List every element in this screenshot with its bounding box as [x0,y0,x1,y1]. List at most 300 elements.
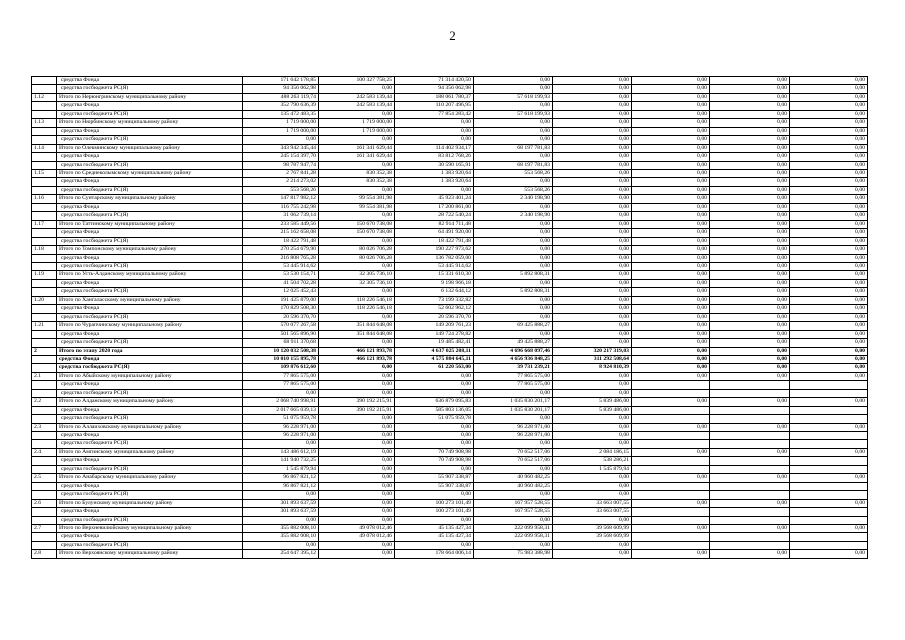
amount-cell: 150 670 738,08 [319,220,395,228]
amount-cell: 0,00 [632,288,710,296]
amount-cell: 5 839 486,00 [553,398,632,406]
row-index: 2.8 [32,550,57,558]
amount-cell: 136 782 059,00 [395,254,474,262]
amount-cell: 0,00 [632,262,710,270]
amount-cell: 0,00 [710,186,790,194]
amount-cell: 0,00 [632,161,710,169]
amount-cell: 355 882 008,10 [243,533,319,541]
row-index [32,364,57,372]
amount-cell: 99 554 381,98 [319,195,395,203]
amount-cell: 0,00 [319,491,395,499]
amount-cell: 0,00 [474,127,553,135]
amount-cell: 0,00 [474,136,553,144]
row-name: средства госбюджета РС(Я) [57,516,243,524]
amount-cell: 351 844 648,08 [319,330,395,338]
row-index [32,330,57,338]
amount-cell: 178 664 006,14 [395,550,474,558]
table-row [32,541,868,549]
amount-cell: 0,00 [474,465,553,473]
amount-cell: 33 663 007,55 [553,499,632,507]
amount-cell: 0,00 [319,465,395,473]
amount-cell: 1 035 830 201,17 [474,406,553,414]
amount-cell: 167 957 528,55 [474,508,553,516]
amount-cell: 80 026 706,28 [319,254,395,262]
amount-cell: 1 383 920,64 [395,169,474,177]
amount-cell: 53 530 154,71 [243,271,319,279]
row-index: 2.3 [32,423,57,431]
row-index [32,279,57,287]
table-row [32,313,868,321]
table-row [32,127,868,135]
amount-cell: 0,00 [395,465,474,473]
amount-cell: 0,00 [474,178,553,186]
amount-cell: 0,00 [632,186,710,194]
amount-cell: 0,00 [790,178,868,186]
table-row [32,516,868,524]
table-row [32,229,868,237]
amount-cell: 70 652 517,06 [474,448,553,456]
row-index [32,516,57,524]
amount-cell: 0,00 [710,153,790,161]
amount-cell [710,491,790,499]
table-row [32,465,868,473]
amount-cell: 245 154 397,70 [243,153,319,161]
row-name: Итого по этапу 2020 года [57,347,243,355]
amount-cell: 0,00 [553,85,632,93]
amount-cell: 0,00 [632,93,710,101]
amount-cell: 538 286,21 [553,457,632,465]
row-index [32,212,57,220]
amount-cell [710,533,790,541]
amount-cell: 2 767 841,28 [243,169,319,177]
amount-cell: 190 227 973,62 [395,246,474,254]
amount-cell: 0,00 [710,220,790,228]
amount-cell: 0,00 [553,296,632,304]
table-row [32,136,868,144]
row-name: средства госбюджета РС(Я) [57,262,243,270]
amount-cell: 0,00 [553,144,632,152]
amount-cell: 0,00 [553,119,632,127]
amount-cell: 0,00 [319,389,395,397]
amount-cell: 0,00 [710,448,790,456]
row-index [32,237,57,245]
amount-cell: 0,00 [632,254,710,262]
amount-cell: 69 425 888,27 [474,322,553,330]
amount-cell: 0,00 [790,169,868,177]
amount-cell: 0,00 [553,178,632,186]
amount-cell: 32 305 736,10 [319,271,395,279]
amount-cell: 0,00 [710,305,790,313]
amount-cell: 0,00 [632,203,710,211]
amount-cell: 0,00 [319,440,395,448]
amount-cell: 12 025 452,43 [243,288,319,296]
row-name: средства Фонда [57,229,243,237]
amount-cell: 0,00 [474,440,553,448]
amount-cell: 68 197 781,83 [474,144,553,152]
amount-cell: 149 209 761,23 [395,322,474,330]
row-name: средства Фонда [57,102,243,110]
amount-cell: 0,00 [632,119,710,127]
amount-cell: 0,00 [632,339,710,347]
amount-cell: 0,00 [710,229,790,237]
amount-cell [632,440,710,448]
row-name: Итого по Нюрбинскому муниципальному району [57,119,243,127]
table-row [32,381,868,389]
amount-cell: 0,00 [710,178,790,186]
amount-cell: 0,00 [319,212,395,220]
row-name: Итого по Верхоянскому муниципальному району [57,550,243,558]
table-row [32,178,868,186]
amount-cell: 0,00 [319,288,395,296]
amount-cell: 0,00 [790,229,868,237]
amount-cell: 0,00 [790,203,868,211]
amount-cell: 0,00 [632,296,710,304]
amount-cell: 0,00 [553,161,632,169]
amount-cell: 0,00 [243,389,319,397]
amount-cell: 41 504 702,28 [243,279,319,287]
amount-cell: 0,00 [553,93,632,101]
amount-cell: 39 568 609,99 [553,533,632,541]
amount-cell: 8 924 810,39 [553,364,632,372]
amount-cell: 0,00 [632,364,710,372]
amount-cell: 0,00 [710,144,790,152]
row-index: 1.15 [32,169,57,177]
amount-cell: 270 254 679,90 [243,246,319,254]
amount-cell: 0,00 [632,195,710,203]
amount-cell: 71 314 420,50 [395,77,474,85]
amount-cell: 0,00 [319,541,395,549]
amount-cell: 215 162 658,08 [243,229,319,237]
row-index [32,313,57,321]
amount-cell: 18 422 791,48 [395,237,474,245]
amount-cell: 0,00 [790,550,868,558]
table-row [32,389,868,397]
amount-cell: 96 228 971,00 [474,423,553,431]
amount-cell: 9 198 966,18 [395,279,474,287]
amount-cell: 150 670 738,08 [319,229,395,237]
table-row [32,169,868,177]
amount-cell: 570 077 267,58 [243,322,319,330]
amount-cell: 0,00 [710,271,790,279]
table-row [32,533,868,541]
row-name: средства госбюджета РС(Я) [57,541,243,549]
amount-cell [632,516,710,524]
amount-cell: 0,00 [319,550,395,558]
row-name: средства Фонда [57,330,243,338]
row-index [32,262,57,270]
amount-cell: 0,00 [474,77,553,85]
row-index [32,288,57,296]
amount-cell: 118 226 546,18 [319,305,395,313]
amount-cell: 49 078 012,46 [319,533,395,541]
amount-cell: 0,00 [632,212,710,220]
amount-cell: 10 120 032 508,38 [243,347,319,355]
amount-cell: 75 983 388,98 [474,550,553,558]
amount-cell: 0,00 [319,423,395,431]
table-row [32,237,868,245]
amount-cell [710,432,790,440]
amount-cell: 170 829 508,30 [243,305,319,313]
amount-cell: 301 893 637,59 [243,508,319,516]
amount-cell: 0,00 [243,440,319,448]
amount-cell: 77 865 575,00 [243,381,319,389]
amount-cell: 0,00 [790,288,868,296]
amount-cell: 0,00 [710,322,790,330]
amount-cell: 0,00 [790,77,868,85]
amount-cell: 100 273 101,49 [395,499,474,507]
table-row [32,246,868,254]
amount-cell: 4 637 025 208,11 [395,347,474,355]
row-index [32,186,57,194]
amount-cell [710,389,790,397]
amount-cell: 45 135 427,34 [395,533,474,541]
amount-cell: 0,00 [319,110,395,118]
table-row [32,432,868,440]
amount-cell: 0,00 [710,77,790,85]
amount-cell: 0,00 [319,448,395,456]
amount-cell: 830 352,38 [319,169,395,177]
amount-cell: 0,00 [553,474,632,482]
row-index: 1.12 [32,93,57,101]
amount-cell: 0,00 [553,482,632,490]
table-row [32,144,868,152]
amount-cell: 0,00 [632,355,710,363]
amount-cell: 0,00 [632,127,710,135]
amount-cell: 0,00 [474,220,553,228]
table-row [32,77,868,85]
row-index [32,389,57,397]
row-name: средства госбюджета РС(Я) [57,136,243,144]
amount-cell [790,415,868,423]
amount-cell: 0,00 [710,313,790,321]
amount-cell: 0,00 [632,229,710,237]
amount-cell [632,381,710,389]
amount-cell: 96 228 971,00 [474,432,553,440]
table-row [32,355,868,363]
amount-cell: 0,00 [710,296,790,304]
amount-cell: 0,00 [553,322,632,330]
amount-cell: 0,00 [710,195,790,203]
amount-cell: 0,00 [790,330,868,338]
amount-cell: 143 486 612,19 [243,448,319,456]
amount-cell: 352 790 636,39 [243,102,319,110]
amount-cell: 28 722 540,24 [395,212,474,220]
amount-cell: 70 652 517,06 [474,457,553,465]
row-name: средства госбюджета РС(Я) [57,288,243,296]
row-index: 1.18 [32,246,57,254]
row-name: средства Фонда [57,508,243,516]
amount-cell [710,415,790,423]
amount-cell: 0,00 [553,246,632,254]
amount-cell: 0,00 [790,119,868,127]
amount-cell: 0,00 [553,229,632,237]
amount-cell: 30 590 165,91 [395,161,474,169]
row-name: средства Фонда [57,178,243,186]
amount-cell: 0,00 [553,330,632,338]
amount-cell: 1 719 000,00 [319,119,395,127]
amount-cell [790,389,868,397]
amount-cell: 0,00 [632,144,710,152]
amount-cell: 77 865 575,00 [474,372,553,380]
row-index: 1.16 [32,195,57,203]
row-index [32,136,57,144]
amount-cell: 0,00 [474,415,553,423]
amount-cell: 0,00 [395,516,474,524]
amount-cell: 109 876 612,60 [243,364,319,372]
amount-cell: 10 010 155 895,78 [243,355,319,363]
amount-cell: 0,00 [553,372,632,380]
amount-cell: 0,00 [553,440,632,448]
amount-cell: 0,00 [319,313,395,321]
amount-cell: 0,00 [710,550,790,558]
amount-cell: 466 121 893,78 [319,347,395,355]
amount-cell: 6 132 644,12 [395,288,474,296]
amount-cell: 0,00 [790,93,868,101]
row-index: 2.7 [32,525,57,533]
amount-cell: 0,00 [710,474,790,482]
amount-cell: 5 892 808,31 [474,271,553,279]
row-index [32,355,57,363]
row-index: 1.17 [32,220,57,228]
table-row [32,279,868,287]
amount-cell: 45 135 427,34 [395,525,474,533]
amount-cell: 1 545 879,94 [553,465,632,473]
amount-cell: 0,00 [710,364,790,372]
amount-cell: 0,00 [790,186,868,194]
amount-cell: 39 731 239,21 [474,364,553,372]
row-name: Итого по Олекминскому муниципальному району [57,144,243,152]
amount-cell: 0,00 [710,254,790,262]
amount-cell: 18 422 791,48 [243,237,319,245]
amount-cell: 343 942 345,44 [243,144,319,152]
amount-cell: 0,00 [790,85,868,93]
amount-cell: 0,00 [710,127,790,135]
row-name: средства Фонда [57,305,243,313]
amount-cell: 216 808 765,28 [243,254,319,262]
amount-cell: 0,00 [474,229,553,237]
amount-cell: 2 017 665 039,13 [243,406,319,414]
row-index: 1.21 [32,322,57,330]
amount-cell: 64 491 920,00 [395,229,474,237]
amount-cell: 96 228 971,00 [243,423,319,431]
row-index: 2.5 [32,474,57,482]
amount-cell: 0,00 [395,136,474,144]
amount-cell: 553 568,26 [474,169,553,177]
amount-cell: 0,00 [710,237,790,245]
row-name: средства госбюджета РС(Я) [57,389,243,397]
amount-cell: 40 960 482,25 [474,482,553,490]
row-index [32,440,57,448]
amount-cell: 20 596 370,70 [395,313,474,321]
amount-cell: 17 200 861,00 [395,203,474,211]
table-row [32,398,868,406]
amount-cell: 0,00 [553,279,632,287]
amount-cell: 488 263 119,74 [243,93,319,101]
amount-cell: 0,00 [553,136,632,144]
amount-cell: 0,00 [710,246,790,254]
amount-cell: 1 719 000,00 [243,119,319,127]
amount-cell: 2 340 198,90 [474,212,553,220]
row-name: средства госбюджета РС(Я) [57,339,243,347]
table-row [32,296,868,304]
amount-cell: 0,00 [553,491,632,499]
row-name: Итого по Амгинскому муниципальному району [57,448,243,456]
amount-cell [790,440,868,448]
amount-cell: 0,00 [553,415,632,423]
row-name: средства Фонда [57,457,243,465]
amount-cell: 466 121 893,78 [319,355,395,363]
amount-cell: 0,00 [319,339,395,347]
amount-cell: 0,00 [790,448,868,456]
amount-cell: 161 341 629,44 [319,144,395,152]
amount-cell: 0,00 [319,432,395,440]
row-index [32,406,57,414]
amount-cell: 0,00 [319,372,395,380]
amount-cell [632,508,710,516]
amount-cell: 51 075 959,78 [243,415,319,423]
amount-cell [710,508,790,516]
amount-cell [710,440,790,448]
amount-cell: 0,00 [474,102,553,110]
amount-cell: 100 327 758,25 [319,77,395,85]
row-index [32,432,57,440]
amount-cell: 0,00 [474,313,553,321]
row-name: средства госбюджета РС(Я) [57,85,243,93]
amount-cell: 99 554 381,98 [319,203,395,211]
amount-cell: 0,00 [474,296,553,304]
table-row [32,305,868,313]
table-row [32,457,868,465]
amount-cell: 57 618 199,93 [474,110,553,118]
amount-cell: 0,00 [790,296,868,304]
amount-cell: 0,00 [553,203,632,211]
table-body [32,77,868,559]
amount-cell: 68 197 781,83 [474,161,553,169]
amount-cell [632,457,710,465]
table-row [32,364,868,372]
amount-cell: 254 647 395,12 [243,550,319,558]
row-name: средства госбюджета РС(Я) [57,415,243,423]
amount-cell: 0,00 [710,339,790,347]
amount-cell: 0,00 [474,237,553,245]
table-row [32,186,868,194]
amount-cell: 553 568,26 [474,186,553,194]
amount-cell: 0,00 [710,355,790,363]
row-index: 2.2 [32,398,57,406]
amount-cell: 70 749 908,98 [395,448,474,456]
amount-cell: 1 719 000,00 [243,127,319,135]
amount-cell: 19 485 482,41 [395,339,474,347]
amount-cell: 45 923 401,24 [395,195,474,203]
amount-cell: 351 844 648,08 [319,322,395,330]
amount-cell [632,432,710,440]
amount-cell: 0,00 [474,389,553,397]
amount-cell: 5 892 808,31 [474,288,553,296]
amount-cell: 55 907 338,87 [395,474,474,482]
amount-cell [710,457,790,465]
amount-cell: 0,00 [632,110,710,118]
row-index [32,229,57,237]
amount-cell: 0,00 [395,372,474,380]
row-name: средства Фонда [57,355,243,363]
amount-cell: 94 356 062,98 [395,85,474,93]
row-name: средства Фонда [57,127,243,135]
amount-cell: 0,00 [553,550,632,558]
amount-cell: 0,00 [710,288,790,296]
table-row [32,195,868,203]
amount-cell: 0,00 [474,491,553,499]
amount-cell: 0,00 [395,491,474,499]
